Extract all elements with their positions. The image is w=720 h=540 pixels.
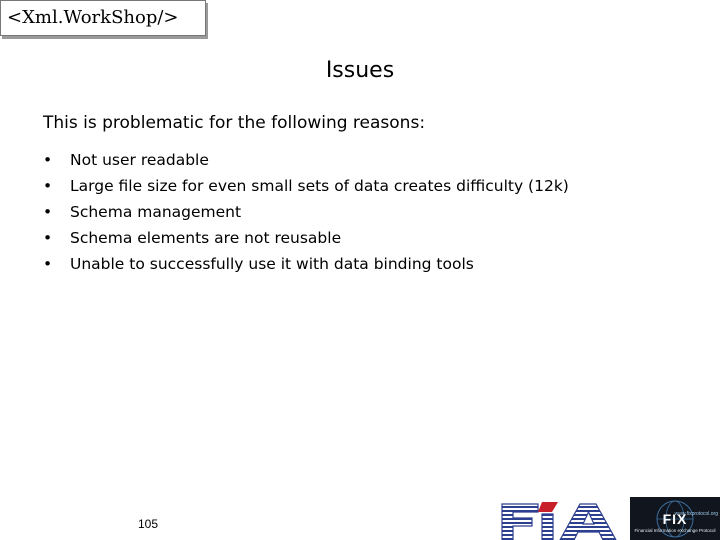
fix-tagline: Financial Information eXchange Protocol	[634, 528, 716, 533]
bullet-text: Schema elements are not reusable	[70, 229, 342, 247]
bullet-icon: •	[43, 229, 53, 247]
bullet-text: Not user readable	[70, 151, 209, 169]
slide-title-text: Issues	[325, 58, 395, 83]
brand-header: <Xml.WorkShop/>	[0, 0, 206, 36]
fia-logo	[498, 498, 626, 540]
bullet-icon: •	[43, 255, 53, 273]
intro-text: This is problematic for the following reasons:	[43, 113, 426, 133]
bullet-icon: •	[43, 203, 53, 221]
fix-wordmark: FIX	[662, 511, 688, 527]
bullet-icon: •	[43, 151, 53, 169]
bullet-text: Unable to successfully use it with data binding tools	[70, 255, 474, 273]
bullet-text: Schema management	[70, 203, 242, 221]
bullet-text: Large file size for even small sets of data creates difficulty (12k)	[70, 177, 569, 195]
fix-logo	[630, 497, 720, 540]
fix-url: www.fixprotocol.org	[674, 511, 718, 517]
bullet-icon: •	[43, 177, 53, 195]
page-number: 105	[138, 517, 159, 531]
slide-title	[0, 58, 720, 83]
